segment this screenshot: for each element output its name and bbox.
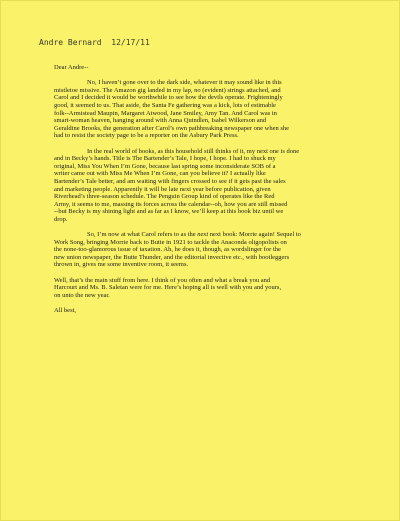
letter-date: 12/17/11 bbox=[111, 38, 150, 47]
text-fragment: So, I’m now at what Carol refers to as the bbox=[87, 231, 198, 239]
text-line: and in Becky’s hands. Title is The Bartender’s Tale, I hope, I hope. I had to shuck my bbox=[54, 155, 276, 163]
text-line: Harcourt and Ms. B. Saletan were for me. Here’s hoping all is well with you and yours, bbox=[54, 284, 282, 292]
text-line: folk--Armistead Maupin, Margaret Atwood, Jane Smiley, Amy Tan. And Carol was in bbox=[54, 109, 277, 117]
text-line: Bartender’s Tale better, and am waiting with fingers crossed to see if it gets past the sales bbox=[54, 177, 286, 185]
text-line: --but Becky is my shining light and as far as I know, we’ll keep at this book biz until we bbox=[54, 208, 284, 216]
closing: All best, bbox=[54, 307, 77, 314]
letter-header bbox=[39, 38, 150, 47]
paragraph-amazon bbox=[54, 79, 354, 140]
author-name: Andre Bernard bbox=[39, 38, 102, 47]
text-line: Geraldine Brooks, the generation after Carol’s own pathbreaking newspaper one when she bbox=[54, 124, 290, 132]
paragraph-closing-note bbox=[54, 277, 354, 300]
text-line: Carol and I decided it would be worthwhile to see how the devils operate. Frighteningly bbox=[54, 94, 283, 102]
text-line: and marketing people. Apparently it will be late next year before publication, given bbox=[54, 185, 271, 193]
salutation: Dear Andre-- bbox=[54, 64, 89, 71]
italic-word: next bbox=[197, 231, 209, 239]
paragraph-books bbox=[54, 148, 354, 224]
text-line: Army, it seems to me, massing its forces across the calendar--oh, how you are still missed bbox=[54, 200, 288, 208]
text-line: Work Song, bringing Morrie back to Butte in 1921 to tackle the Anaconda oligopolists on bbox=[54, 238, 287, 246]
text-line: No, I haven’t gone over to the dark side, whatever it may sound like in this bbox=[87, 79, 282, 87]
text-line: thrown in, gives me some inventive room, it seems. bbox=[54, 261, 189, 269]
text-line: writer came out with Miss Me When I’m Gone, can you believe it? I actually like bbox=[54, 170, 266, 178]
text-line: In the real world of books, as this household still thinks of it, my next one is done bbox=[87, 147, 300, 155]
text-line: Well, that’s the main stuff from here. I think of you often and what a break you and bbox=[54, 276, 271, 284]
text-line: the none-too-glamorous issue of taxation. Ah, he does it, though, as wordslinger for the bbox=[54, 246, 281, 254]
letter-body bbox=[54, 64, 354, 322]
text-line: original, Miss You When I’m Gone, because last spring some inconsiderate SOB of a bbox=[54, 162, 276, 170]
text-fragment: next book: Morrie again! Sequel to bbox=[208, 231, 301, 239]
text-line: Riverhead’s three-season schedule. The Penguin Group kind of operates like the Red bbox=[54, 193, 275, 201]
text-line: new union newspaper, the Butte Thunder, and the editorial invective etc., with bootleggers bbox=[54, 253, 290, 261]
text-line bbox=[54, 231, 354, 239]
text-line: good, it seemed to us. That aside, the Santa Fe gathering was a kick, lots of estimable bbox=[54, 101, 276, 109]
text-line: smart-woman heaven, hanging around with Anna Quindlen, Isabel Wilkerson and bbox=[54, 117, 267, 125]
text-line: drop. bbox=[54, 215, 68, 223]
text-line: on unto the new year. bbox=[54, 291, 110, 299]
text-line: had to resist the society page to be a reporter on the Asbury Park Press. bbox=[54, 132, 239, 140]
paragraph-next-book bbox=[54, 231, 354, 269]
text-line: mistletoe missive. The Amazon gig landed in my lap, no (evident) strings attached, and bbox=[54, 86, 281, 94]
